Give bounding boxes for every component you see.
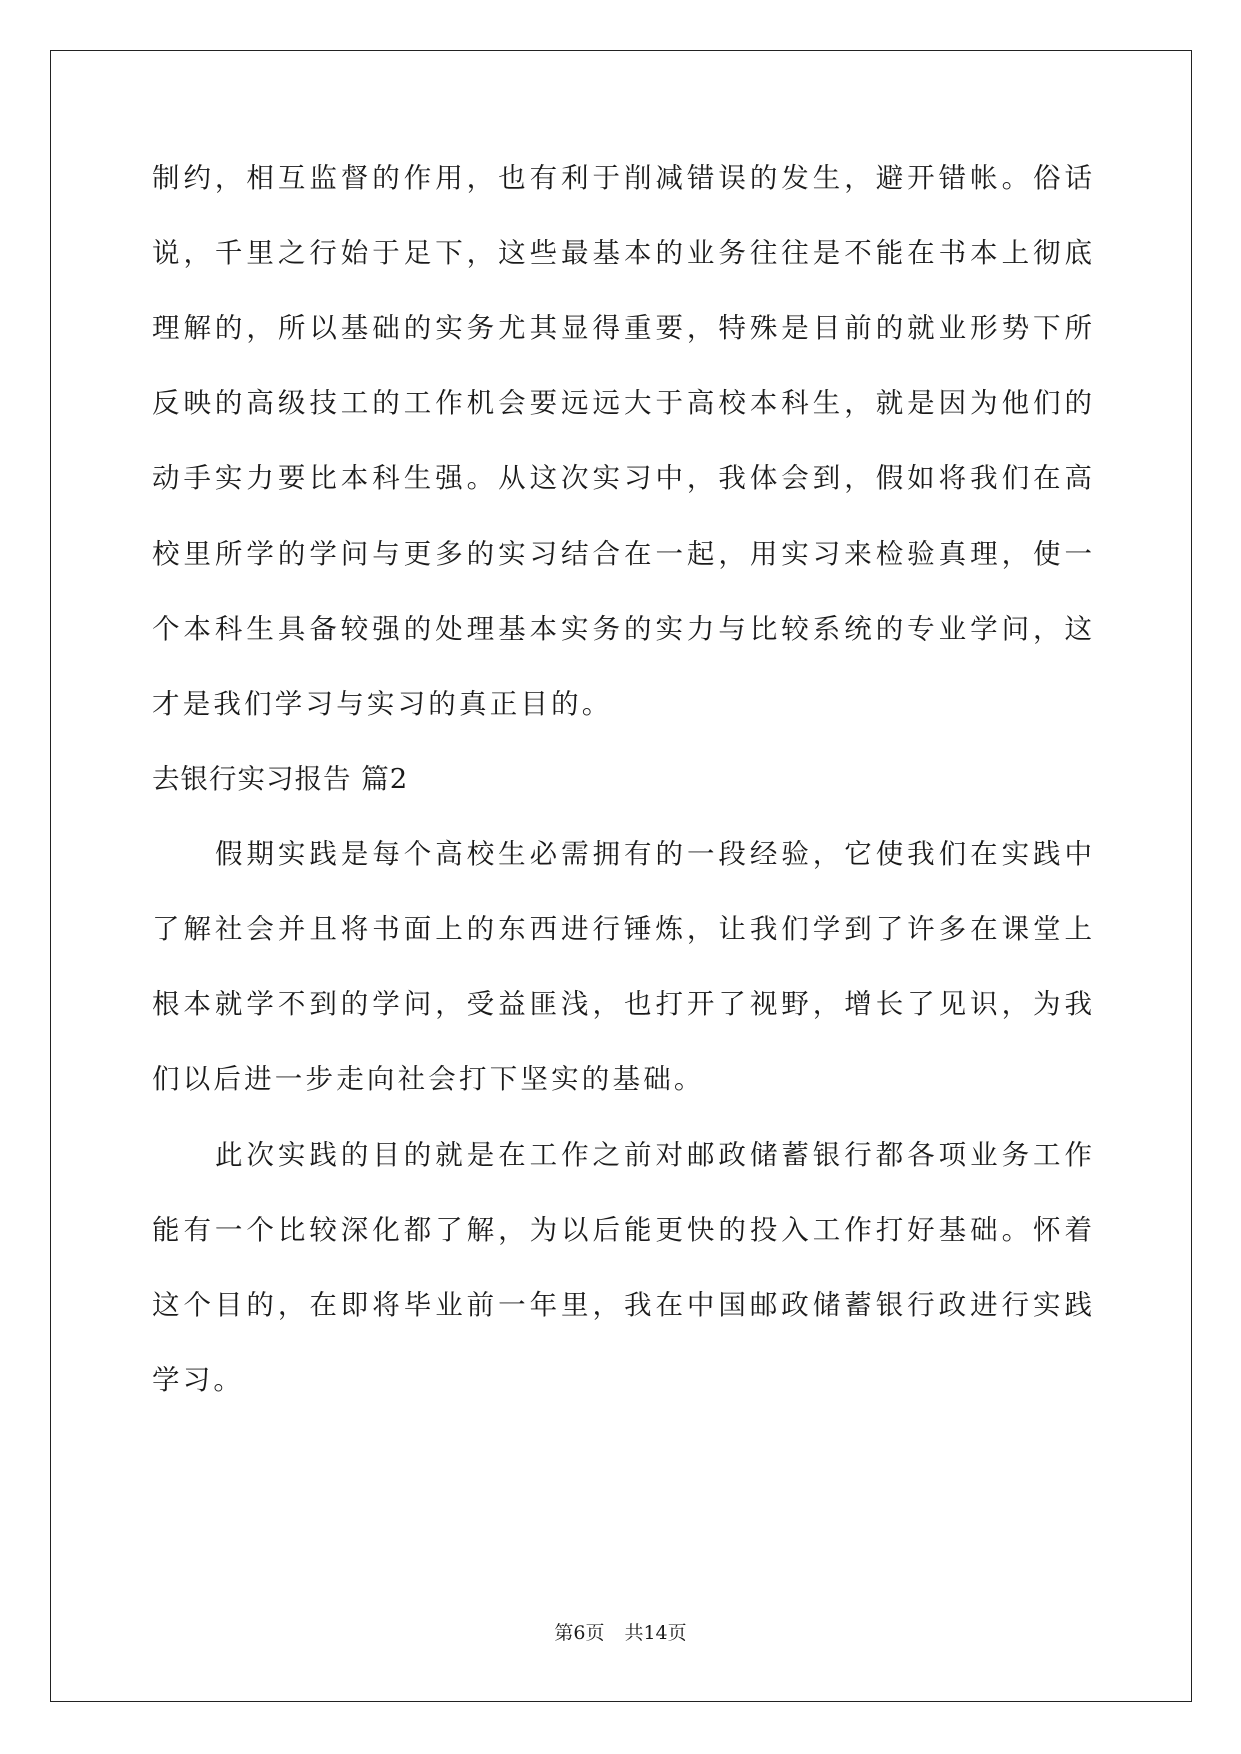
page-total: 共14页 bbox=[624, 1622, 687, 1644]
body-line: 个本科生具备较强的处理基本实务的实力与比较系统的专业学问，这 bbox=[152, 613, 1092, 645]
body-line: 学习。 bbox=[152, 1364, 245, 1396]
body-line: 们以后进一步走向社会打下坚实的基础。 bbox=[152, 1063, 705, 1095]
body-line: 反映的高级技工的工作机会要远远大于高校本科生，就是因为他们的 bbox=[152, 387, 1092, 419]
page-footer bbox=[0, 1621, 1241, 1645]
page-number: 第6页 bbox=[554, 1622, 605, 1644]
body-line: 这个目的，在即将毕业前一年里，我在中国邮政储蓄银行政进行实践 bbox=[152, 1289, 1092, 1321]
body-line: 理解的，所以基础的实务尤其显得重要，特殊是目前的就业形势下所 bbox=[152, 312, 1092, 344]
section-title: 去银行实习报告 篇2 bbox=[152, 763, 409, 795]
body-line: 动手实力要比本科生强。从这次实习中，我体会到，假如将我们在高 bbox=[152, 462, 1092, 494]
body-line: 才是我们学习与实习的真正目的。 bbox=[152, 688, 613, 720]
body-line: 校里所学的学问与更多的实习结合在一起，用实习来检验真理，使一 bbox=[152, 538, 1092, 570]
body-line: 根本就学不到的学问，受益匪浅，也打开了视野，增长了见识，为我 bbox=[152, 988, 1092, 1020]
body-line: 了解社会并且将书面上的东西进行锤炼，让我们学到了许多在课堂上 bbox=[152, 913, 1092, 945]
page-border bbox=[50, 50, 1192, 1702]
body-line: 说，千里之行始于足下，这些最基本的业务往往是不能在书本上彻底 bbox=[152, 237, 1092, 269]
paragraph-first-line: 假期实践是每个高校生必需拥有的一段经验，它使我们在实践中 bbox=[215, 838, 1092, 870]
body-line: 能有一个比较深化都了解，为以后能更快的投入工作打好基础。怀着 bbox=[152, 1214, 1092, 1246]
paragraph-first-line: 此次实践的目的就是在工作之前对邮政储蓄银行都各项业务工作 bbox=[215, 1139, 1092, 1171]
body-line: 制约，相互监督的作用，也有利于削减错误的发生，避开错帐。俗话 bbox=[152, 162, 1092, 194]
